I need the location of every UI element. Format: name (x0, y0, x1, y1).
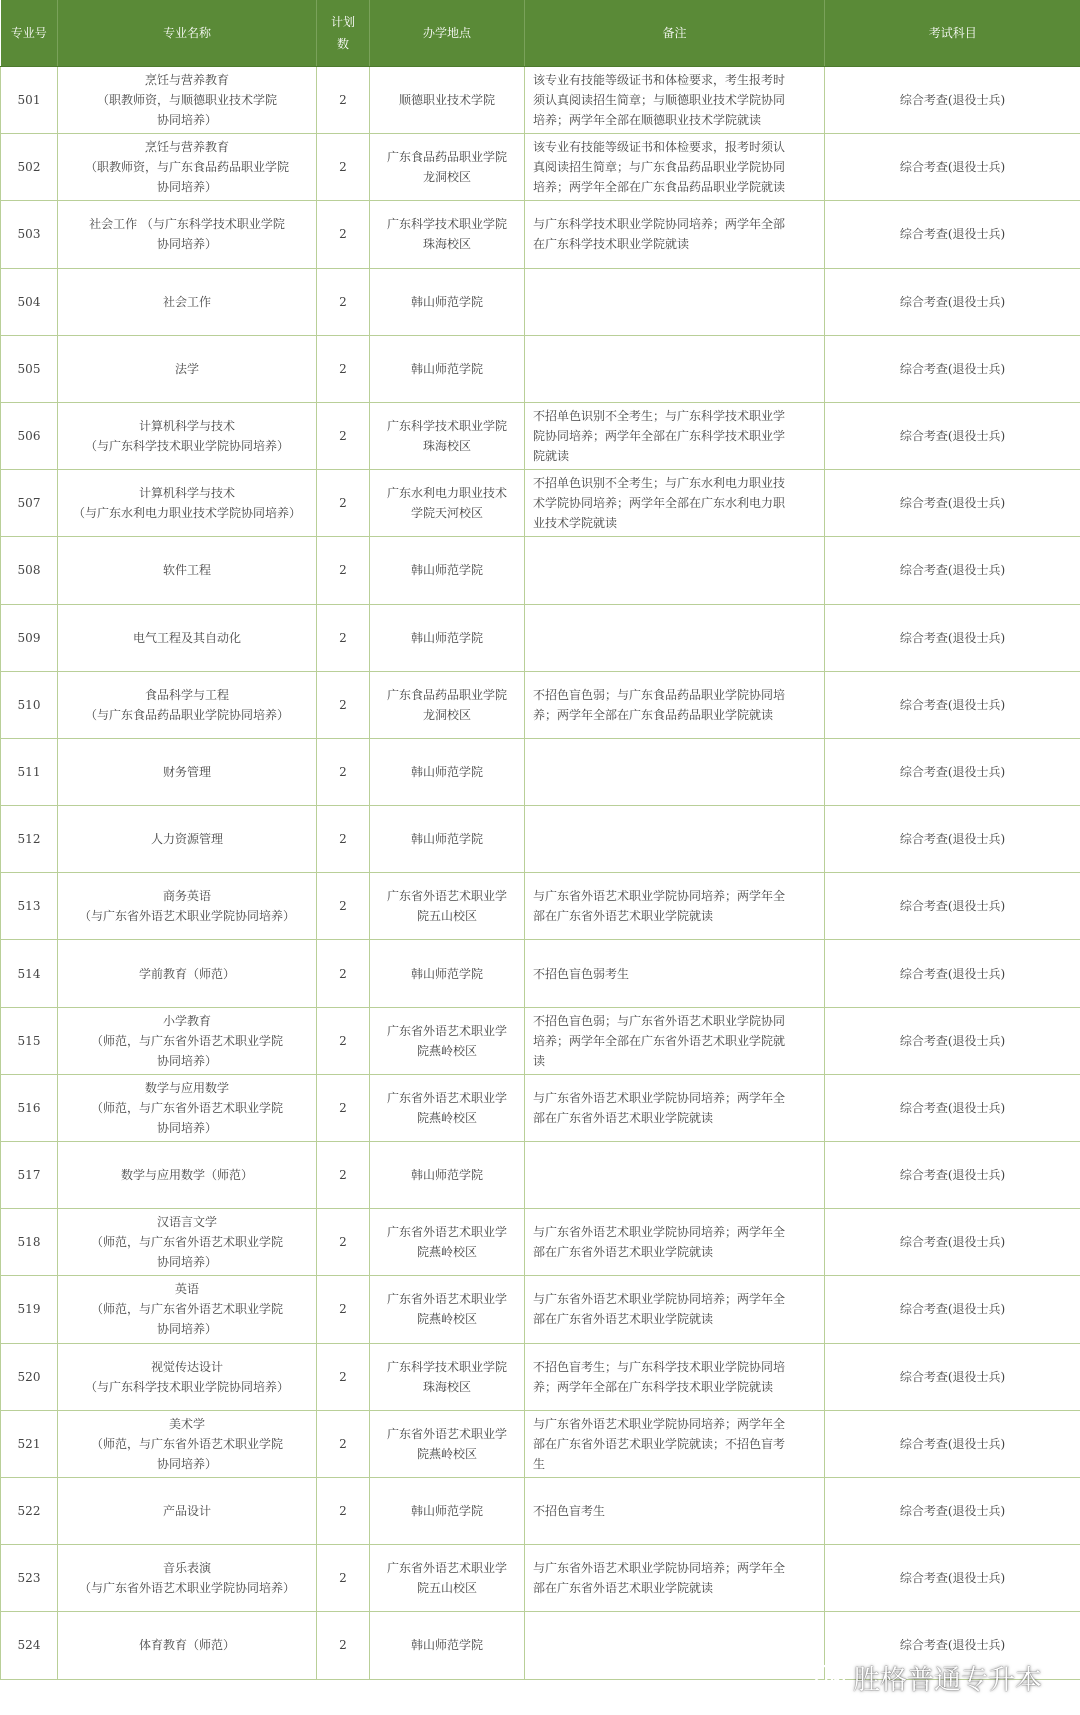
major-name-line: 电气工程及其自动化 (132, 630, 241, 645)
cell-plan-count: 2 (317, 1343, 370, 1410)
cell-plan-count: 2 (317, 268, 370, 335)
note-line: 院就读 (533, 449, 570, 464)
cell-plan-count: 2 (317, 335, 370, 402)
cell-major-code: 514 (1, 940, 58, 1007)
cell-note (525, 1343, 825, 1410)
cell-location (370, 940, 525, 1007)
cell-plan-count: 2 (317, 67, 370, 134)
cell-note (525, 268, 825, 335)
major-name-line: 烹饪与营养教育 (144, 73, 229, 88)
note-line: 院协同培养；两学年全部在广东科学技术职业学 (533, 429, 786, 444)
major-name-line: 汉语言文学 (156, 1215, 217, 1230)
cell-note (525, 335, 825, 402)
header-plan-count (317, 0, 370, 67)
major-name-line: 协同培养） (156, 237, 217, 252)
cell-major-name (58, 201, 317, 268)
cell-note (525, 201, 825, 268)
note-line: 在广东科学技术职业学院就读 (533, 237, 690, 252)
cell-exam-subject: 综合考查(退役士兵) (825, 537, 1080, 604)
cell-major-name (58, 268, 317, 335)
cell-note (525, 470, 825, 537)
cell-note (525, 537, 825, 604)
location-line: 广东科学技术职业学院 (386, 1359, 507, 1374)
table-row (1, 67, 1080, 134)
watermark-text: 胜格普通专升本 (853, 1665, 1042, 1696)
cell-note (525, 1410, 825, 1477)
table-row (1, 940, 1080, 1007)
cell-note (525, 806, 825, 873)
cell-major-code: 511 (1, 738, 58, 805)
note-line: 部在广东省外语艺术职业学院就读 (533, 1312, 714, 1327)
cell-exam-subject: 综合考查(退役士兵) (825, 201, 1080, 268)
cell-note (525, 738, 825, 805)
cell-plan-count: 2 (317, 671, 370, 738)
cell-location (370, 134, 525, 201)
location-line: 院燕岭校区 (416, 1043, 477, 1058)
cell-major-name (58, 470, 317, 537)
table-row (1, 268, 1080, 335)
cell-major-name (58, 134, 317, 201)
cell-location (370, 335, 525, 402)
location-line: 院燕岭校区 (416, 1312, 477, 1327)
cell-major-code: 509 (1, 604, 58, 671)
cell-exam-subject: 综合考查(退役士兵) (825, 268, 1080, 335)
major-name-line: 软件工程 (162, 563, 211, 578)
cell-location (370, 1276, 525, 1343)
cell-exam-subject: 综合考查(退役士兵) (825, 402, 1080, 469)
note-line: 生 (533, 1456, 546, 1471)
table-row (1, 873, 1080, 940)
cell-major-name (58, 1209, 317, 1276)
cell-plan-count: 2 (317, 1142, 370, 1209)
major-name-line: 财务管理 (162, 764, 211, 779)
cell-exam-subject: 综合考查(退役士兵) (825, 1007, 1080, 1074)
cell-exam-subject: 综合考查(退役士兵) (825, 1477, 1080, 1544)
note-line: 不招色盲色弱；与广东食品药品职业学院协同培 (533, 687, 786, 702)
note-line: 不招色盲色弱；与广东省外语艺术职业学院协同 (533, 1013, 786, 1028)
note-line: 与广东省外语艺术职业学院协同培养；两学年全 (533, 1292, 786, 1307)
cell-location (370, 201, 525, 268)
cell-exam-subject: 综合考查(退役士兵) (825, 671, 1080, 738)
note-line: 部在广东省外语艺术职业学院就读 (533, 1245, 714, 1260)
major-name-line: 音乐表演 (162, 1561, 211, 1576)
header-major-name: 专业名称 (58, 0, 317, 67)
cell-major-name (58, 1007, 317, 1074)
location-line: 广东省外语艺术职业学 (386, 1225, 507, 1240)
cell-exam-subject: 综合考查(退役士兵) (825, 134, 1080, 201)
note-line: 不招色盲色弱考生 (533, 966, 630, 981)
cell-major-code: 523 (1, 1545, 58, 1612)
cell-plan-count: 2 (317, 201, 370, 268)
major-name-line: 协同培养） (156, 180, 217, 195)
major-name-line: （师范，与广东省外语艺术职业学院 (90, 1302, 283, 1317)
location-line: 广东食品药品职业学院 (386, 687, 507, 702)
location-line: 韩山师范学院 (410, 563, 483, 578)
location-line: 广东省外语艺术职业学 (386, 1292, 507, 1307)
cell-major-name (58, 873, 317, 940)
cell-location (370, 1545, 525, 1612)
note-line: 部在广东省外语艺术职业学院就读 (533, 1110, 714, 1125)
location-line: 学院天河校区 (410, 506, 483, 521)
location-line: 院燕岭校区 (416, 1245, 477, 1260)
cell-location (370, 738, 525, 805)
header-plan-count-text: 计划数 (330, 15, 355, 51)
cell-exam-subject: 综合考查(退役士兵) (825, 67, 1080, 134)
location-line: 院燕岭校区 (416, 1446, 477, 1461)
note-line: 须认真阅读招生简章；与顺德职业技术学院协同 (533, 93, 786, 108)
cell-major-name (58, 1343, 317, 1410)
cell-plan-count: 2 (317, 1545, 370, 1612)
cell-major-code: 516 (1, 1074, 58, 1141)
cell-location (370, 537, 525, 604)
location-line: 广东科学技术职业学院 (386, 419, 507, 434)
major-name-line: （师范，与广东省外语艺术职业学院 (90, 1436, 283, 1451)
note-line: 业技术学院就读 (533, 516, 618, 531)
cell-major-code: 506 (1, 402, 58, 469)
major-name-line: （师范，与广东省外语艺术职业学院 (90, 1033, 283, 1048)
cell-major-code: 520 (1, 1343, 58, 1410)
cell-plan-count: 2 (317, 873, 370, 940)
table-row (1, 1276, 1080, 1343)
cell-exam-subject: 综合考查(退役士兵) (825, 738, 1080, 805)
cell-note (525, 1545, 825, 1612)
major-name-line: （师范，与广东省外语艺术职业学院 (90, 1235, 283, 1250)
cell-exam-subject: 综合考查(退役士兵) (825, 1209, 1080, 1276)
cell-major-name (58, 1477, 317, 1544)
table-body (1, 67, 1080, 1680)
note-line: 部在广东省外语艺术职业学院就读 (533, 1581, 714, 1596)
cell-exam-subject: 综合考查(退役士兵) (825, 1142, 1080, 1209)
location-line: 广东省外语艺术职业学 (386, 889, 507, 904)
cell-location (370, 604, 525, 671)
cell-major-name (58, 738, 317, 805)
cell-location (370, 1074, 525, 1141)
major-name-line: 社会工作 (162, 294, 211, 309)
table-row (1, 1209, 1080, 1276)
cell-exam-subject: 综合考查(退役士兵) (825, 1410, 1080, 1477)
table-row (1, 537, 1080, 604)
cell-major-name (58, 67, 317, 134)
cell-major-code: 503 (1, 201, 58, 268)
cell-major-name (58, 1545, 317, 1612)
location-line: 广东省外语艺术职业学 (386, 1023, 507, 1038)
cell-plan-count: 2 (317, 470, 370, 537)
major-name-line: 商务英语 (162, 889, 211, 904)
note-line: 与广东科学技术职业学院协同培养；两学年全部 (533, 217, 786, 232)
cell-note (525, 1142, 825, 1209)
location-line: 韩山师范学院 (410, 1504, 483, 1519)
cell-exam-subject: 综合考查(退役士兵) (825, 1343, 1080, 1410)
major-name-line: 人力资源管理 (150, 832, 223, 847)
cell-exam-subject: 综合考查(退役士兵) (825, 470, 1080, 537)
location-line: 韩山师范学院 (410, 630, 483, 645)
note-line: 不招单色识别不全考生；与广东科学技术职业学 (533, 409, 786, 424)
cell-major-code: 519 (1, 1276, 58, 1343)
major-name-line: 协同培养） (156, 1053, 217, 1068)
note-line: 不招色盲考生；与广东科学技术职业学院协同培 (533, 1359, 786, 1374)
cell-plan-count: 2 (317, 1007, 370, 1074)
location-line: 广东水利电力职业技术 (386, 486, 507, 501)
cell-plan-count: 2 (317, 604, 370, 671)
note-line: 养；两学年全部在广东食品药品职业学院就读 (533, 707, 774, 722)
watermark (813, 1658, 1042, 1697)
cell-major-code: 501 (1, 67, 58, 134)
cell-major-name (58, 402, 317, 469)
cell-major-code: 518 (1, 1209, 58, 1276)
cell-exam-subject: 综合考查(退役士兵) (825, 335, 1080, 402)
note-line: 培养；两学年全部在顺德职业技术学院就读 (533, 113, 762, 128)
cell-plan-count: 2 (317, 940, 370, 1007)
location-line: 龙洞校区 (422, 170, 471, 185)
cell-major-code: 517 (1, 1142, 58, 1209)
cell-note (525, 604, 825, 671)
table-row (1, 201, 1080, 268)
location-line: 韩山师范学院 (410, 1638, 483, 1653)
cell-location (370, 1612, 525, 1679)
major-name-line: （与广东省外语艺术职业学院协同培养） (78, 909, 295, 924)
location-line: 广东省外语艺术职业学 (386, 1426, 507, 1441)
cell-location (370, 402, 525, 469)
major-name-line: 计算机科学与技术 (138, 419, 235, 434)
cell-major-name (58, 537, 317, 604)
major-name-line: 法学 (174, 361, 199, 376)
major-name-line: 学前教育（师范） (138, 966, 235, 981)
note-line: 读 (533, 1053, 546, 1068)
cell-location (370, 806, 525, 873)
location-line: 广东食品药品职业学院 (386, 150, 507, 165)
cell-note (525, 940, 825, 1007)
cell-note (525, 1612, 825, 1679)
location-line: 韩山师范学院 (410, 1168, 483, 1183)
major-name-line: 协同培养） (156, 113, 217, 128)
note-line: 培养；两学年全部在广东食品药品职业学院就读 (533, 180, 786, 195)
cell-location (370, 1477, 525, 1544)
major-name-line: 数学与应用数学 (144, 1080, 229, 1095)
note-line: 与广东省外语艺术职业学院协同培养；两学年全 (533, 1225, 786, 1240)
cell-plan-count: 2 (317, 402, 370, 469)
cell-exam-subject: 综合考查(退役士兵) (825, 1612, 1080, 1679)
location-line: 珠海校区 (422, 1379, 471, 1394)
cell-major-name (58, 671, 317, 738)
cell-note (525, 402, 825, 469)
major-name-line: 计算机科学与技术 (138, 486, 235, 501)
note-line: 不招单色识别不全考生；与广东水利电力职业技 (533, 476, 786, 491)
cell-location (370, 268, 525, 335)
major-name-line: 协同培养） (156, 1456, 217, 1471)
note-line: 术学院协同培养；两学年全部在广东水利电力职 (533, 496, 786, 511)
table-row (1, 1142, 1080, 1209)
major-name-line: 美术学 (168, 1416, 205, 1431)
note-line: 与广东省外语艺术职业学院协同培养；两学年全 (533, 889, 786, 904)
cell-major-code: 522 (1, 1477, 58, 1544)
note-line: 真阅读招生简章；与广东食品药品职业学院协同 (533, 160, 786, 175)
major-name-line: （与广东科学技术职业学院协同培养） (84, 439, 289, 454)
table-row (1, 470, 1080, 537)
major-name-line: 体育教育（师范） (138, 1638, 235, 1653)
note-line: 部在广东省外语艺术职业学院就读 (533, 909, 714, 924)
cell-note (525, 873, 825, 940)
location-line: 院五山校区 (416, 1581, 477, 1596)
major-name-line: （与广东水利电力职业技术学院协同培养） (72, 506, 301, 521)
table-row (1, 738, 1080, 805)
cell-plan-count: 2 (317, 1074, 370, 1141)
cell-plan-count: 2 (317, 806, 370, 873)
table-row (1, 671, 1080, 738)
cell-note (525, 1007, 825, 1074)
note-line: 与广东省外语艺术职业学院协同培养；两学年全 (533, 1416, 786, 1431)
cell-major-name (58, 335, 317, 402)
cell-major-name (58, 1612, 317, 1679)
note-line: 培养；两学年全部在广东省外语艺术职业学院就 (533, 1033, 786, 1048)
major-name-line: 协同培养） (156, 1255, 217, 1270)
cell-major-code: 510 (1, 671, 58, 738)
location-line: 广东省外语艺术职业学 (386, 1561, 507, 1576)
note-line: 与广东省外语艺术职业学院协同培养；两学年全 (533, 1561, 786, 1576)
cell-exam-subject: 综合考查(退役士兵) (825, 604, 1080, 671)
major-name-line: （职教师资，与广东食品药品职业学院 (84, 160, 289, 175)
cell-note (525, 134, 825, 201)
cell-major-name (58, 1142, 317, 1209)
note-line: 养；两学年全部在广东科学技术职业学院就读 (533, 1379, 774, 1394)
cell-plan-count: 2 (317, 738, 370, 805)
wechat-icon (813, 1664, 847, 1692)
cell-location (370, 1209, 525, 1276)
major-name-line: （师范，与广东省外语艺术职业学院 (90, 1100, 283, 1115)
cell-exam-subject: 综合考查(退役士兵) (825, 940, 1080, 1007)
major-name-line: 协同培养） (156, 1322, 217, 1337)
location-line: 院燕岭校区 (416, 1110, 477, 1125)
table-row (1, 1343, 1080, 1410)
cell-exam-subject: 综合考查(退役士兵) (825, 1074, 1080, 1141)
cell-major-name (58, 1074, 317, 1141)
cell-major-code: 507 (1, 470, 58, 537)
major-name-line: （与广东省外语艺术职业学院协同培养） (78, 1581, 295, 1596)
cell-note (525, 67, 825, 134)
table-row (1, 1477, 1080, 1544)
major-name-line: （职教师资，与顺德职业技术学院 (96, 93, 277, 108)
cell-location (370, 1343, 525, 1410)
cell-major-name (58, 1276, 317, 1343)
major-name-line: 食品科学与工程 (144, 687, 229, 702)
cell-location (370, 671, 525, 738)
cell-plan-count: 2 (317, 1612, 370, 1679)
note-line: 部在广东省外语艺术职业学院就读；不招色盲考 (533, 1436, 786, 1451)
table-row (1, 134, 1080, 201)
cell-plan-count: 2 (317, 1276, 370, 1343)
cell-location (370, 873, 525, 940)
major-name-line: 数学与应用数学（师范） (120, 1168, 253, 1183)
header-location: 办学地点 (370, 0, 525, 67)
cell-exam-subject: 综合考查(退役士兵) (825, 806, 1080, 873)
location-line: 顺德职业技术学院 (398, 93, 495, 108)
cell-major-name (58, 806, 317, 873)
cell-exam-subject: 综合考查(退役士兵) (825, 1545, 1080, 1612)
cell-plan-count: 2 (317, 537, 370, 604)
cell-note (525, 1074, 825, 1141)
cell-major-code: 524 (1, 1612, 58, 1679)
cell-major-code: 505 (1, 335, 58, 402)
location-line: 珠海校区 (422, 439, 471, 454)
note-line: 不招色盲考生 (533, 1504, 606, 1519)
location-line: 院五山校区 (416, 909, 477, 924)
location-line: 珠海校区 (422, 237, 471, 252)
cell-major-code: 502 (1, 134, 58, 201)
major-name-line: 烹饪与营养教育 (144, 140, 229, 155)
table-row (1, 1410, 1080, 1477)
cell-exam-subject: 综合考查(退役士兵) (825, 873, 1080, 940)
location-line: 韩山师范学院 (410, 294, 483, 309)
note-line: 该专业有技能等级证书和体检要求，考生报考时 (533, 73, 786, 88)
note-line: 该专业有技能等级证书和体检要求，报考时须认 (533, 140, 786, 155)
cell-location (370, 1410, 525, 1477)
table-row (1, 806, 1080, 873)
cell-plan-count: 2 (317, 134, 370, 201)
table-header-row (1, 0, 1080, 67)
cell-note (525, 671, 825, 738)
major-name-line: 产品设计 (162, 1504, 211, 1519)
major-name-line: 视觉传达设计 (150, 1359, 223, 1374)
cell-major-code: 521 (1, 1410, 58, 1477)
cell-plan-count: 2 (317, 1477, 370, 1544)
major-name-line: 英语 (174, 1282, 199, 1297)
table-row (1, 1074, 1080, 1141)
table-row (1, 1545, 1080, 1612)
location-line: 广东科学技术职业学院 (386, 217, 507, 232)
header-note: 备注 (525, 0, 825, 67)
major-name-line: 社会工作 （与广东科学技术职业学院 (89, 217, 285, 232)
cell-major-code: 512 (1, 806, 58, 873)
location-line: 韩山师范学院 (410, 764, 483, 779)
table-row (1, 335, 1080, 402)
header-major-code: 专业号 (1, 0, 58, 67)
location-line: 广东省外语艺术职业学 (386, 1090, 507, 1105)
location-line: 韩山师范学院 (410, 832, 483, 847)
major-name-line: 协同培养） (156, 1120, 217, 1135)
cell-major-code: 513 (1, 873, 58, 940)
cell-major-name (58, 604, 317, 671)
cell-plan-count: 2 (317, 1209, 370, 1276)
table-row (1, 604, 1080, 671)
cell-plan-count: 2 (317, 1410, 370, 1477)
cell-note (525, 1477, 825, 1544)
cell-exam-subject: 综合考查(退役士兵) (825, 1276, 1080, 1343)
cell-major-code: 515 (1, 1007, 58, 1074)
header-exam-subject: 考试科目 (825, 0, 1080, 67)
major-name-line: 小学教育 (162, 1013, 211, 1028)
cell-location (370, 1142, 525, 1209)
major-name-line: （与广东科学技术职业学院协同培养） (84, 1379, 289, 1394)
cell-note (525, 1276, 825, 1343)
major-name-line: （与广东食品药品职业学院协同培养） (84, 707, 289, 722)
cell-major-name (58, 940, 317, 1007)
location-line: 韩山师范学院 (410, 966, 483, 981)
cell-location (370, 1007, 525, 1074)
cell-location (370, 470, 525, 537)
cell-major-code: 504 (1, 268, 58, 335)
cell-major-name (58, 1410, 317, 1477)
cell-location (370, 67, 525, 134)
location-line: 韩山师范学院 (410, 361, 483, 376)
table-row (1, 402, 1080, 469)
location-line: 龙洞校区 (422, 707, 471, 722)
note-line: 与广东省外语艺术职业学院协同培养；两学年全 (533, 1090, 786, 1105)
cell-major-code: 508 (1, 537, 58, 604)
cell-note (525, 1209, 825, 1276)
table-row (1, 1007, 1080, 1074)
